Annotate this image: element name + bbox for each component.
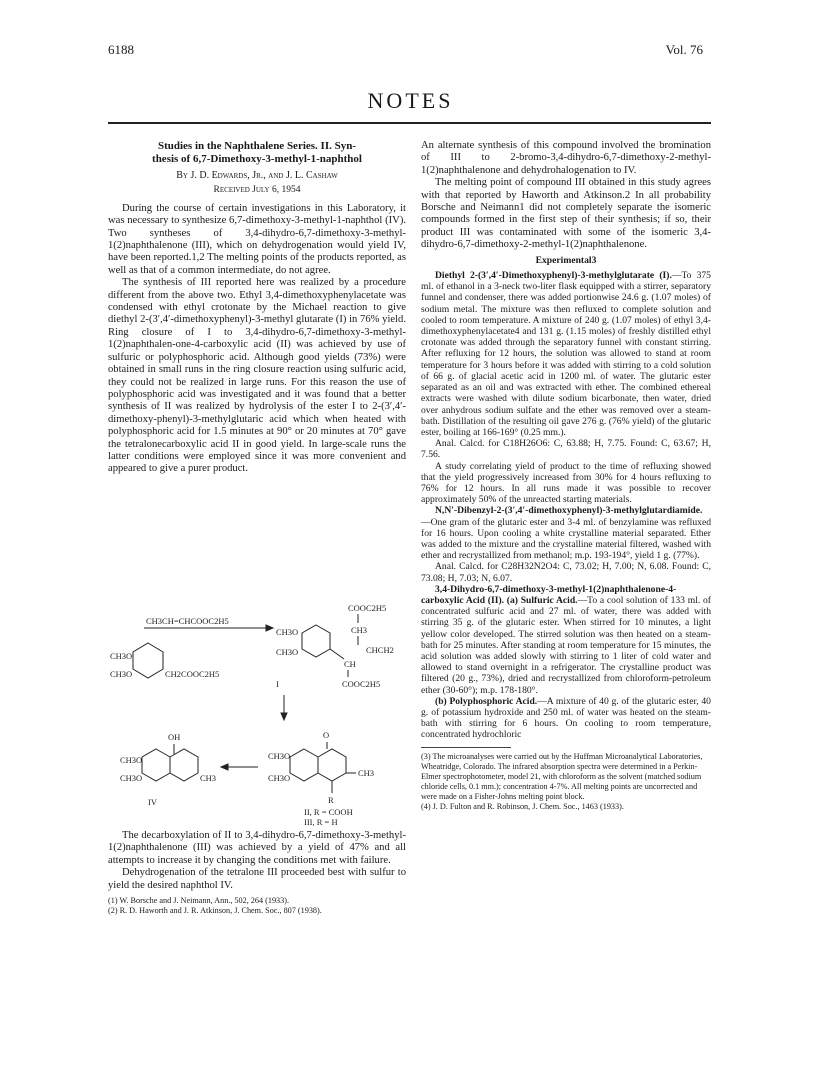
i-label: I	[276, 679, 279, 689]
i-ome2: CH3O	[276, 647, 299, 657]
exp-paragraph: Anal. Calcd. for C18H26O6: C, 63.88; H, 7.75. Found: C, 63.67; H, 7.56.	[421, 438, 711, 461]
iv-ome2: CH3O	[120, 773, 143, 783]
t-ring-b	[318, 749, 346, 781]
exp-paragraph: N,N′-Dibenzyl-2-(3′,4′-dimethoxyphenyl)-3-methylglutardiamide.—One gram of the glutaric ester and 3-4 ml. of benzylamine was refluxed for 16 hours. Upon cooling a white crystalline material separated. Ether was added to the mixture and the crystalline material filtered, washed with ether and recrystallized from methanol; m.p. 193-194°, yield 1 g. (77%).	[421, 505, 711, 562]
footnote-rule	[421, 747, 511, 748]
footnotes-left	[108, 896, 406, 916]
iv-ch3: CH3	[200, 773, 217, 783]
i-ch3: CH3	[351, 625, 368, 635]
t-ring-a	[290, 749, 318, 781]
page-number: 6188	[108, 42, 134, 57]
exp-paragraph: 3,4-Dihydro-6,7-dimethoxy-3-methyl-1(2)naphthalenone-4-carboxylic Acid (II). (a) Sulfuric Acid.—To a cool solution of 133 ml. of concentrated sulfuric acid and 27 ml. of water, there was added with stirring 35 g. of the glutaric ester. When stirred for 10 minutes, a light yellow color developed. The stirred solution was then heated on a steam-bath for 25 minutes. After standing at room temperature for 15 minutes, the acid solution was added slowly with stirring to 1 liter of cold water and allowed to stand overnight in a refrigerator. The crystalline product was filtered (20 g., 73%), dried and recrystallized from chloroform-petroleum ether (30-60°); m.p. 178-180°.	[421, 583, 711, 696]
sm-ome1: CH3O	[110, 651, 133, 661]
i-top: COOC2H5	[348, 603, 387, 613]
reagent-label: CH3CH=CHCOOC2H5	[146, 616, 229, 626]
iv-label: IV	[148, 797, 157, 807]
experimental-heading: Experimental3	[535, 254, 597, 266]
exp-paragraph: Anal. Calcd. for C28H32N2O4: C, 73.02; H, 7.00; N, 6.08. Found: C, 73.08; H, 7.03; N, 6.07.	[421, 561, 711, 584]
header-rule	[108, 122, 711, 124]
i-cooet: COOC2H5	[342, 679, 381, 689]
exp-paragraph: (b) Polyphosphoric Acid.—A mixture of 40 g. of the glutaric ester, 40 g. of potassium hydroxide and 250 ml. of water was heated on the steam-bath with stirring for 6 hours. On cooling to room temperature, concentrated hydrochloric	[421, 695, 711, 741]
t-label2: III, R = H	[304, 817, 338, 827]
t-o: O	[323, 730, 330, 740]
i-ring	[302, 625, 330, 657]
iv-oh: OH	[168, 732, 181, 742]
paragraph: The decarboxylation of II to 3,4-dihydro-6,7-dimethoxy-3-methyl-1(2)naphthalenone (III) was achieved by a yield of 47% and all attempts to increase it by changing the conditions met with failure.	[108, 830, 406, 866]
section-heading: NOTES	[367, 88, 454, 113]
i-ome1: CH3O	[276, 627, 299, 637]
footnote: (2) R. D. Haworth and J. R. Atkinson, J. Chem. Soc., 807 (1938).	[108, 906, 322, 916]
left-column	[108, 140, 406, 476]
t-label1: II, R = COOH	[304, 807, 353, 817]
right-column	[421, 140, 711, 812]
byline: By J. D. Edwards, Jr., and J. L. Cashaw	[176, 170, 338, 181]
article-title: Studies in the Naphthalene Series. II. Syn- thesis of 6,7-Dimethoxy-3-methyl-1-naphthol	[152, 140, 362, 165]
left-column-bottom	[108, 830, 406, 916]
reaction-scheme	[108, 597, 406, 827]
volume-label: Vol. 76	[665, 42, 703, 57]
iv-ring-a	[142, 749, 170, 781]
exp-paragraph: Diethyl 2-(3′,4′-Dimethoxyphenyl)-3-methylglutarate (I).—To 375 ml. of ethanol in a 3-neck two-liter flask equipped with a stirrer, separatory funnel and condenser, there was added portionwise 24.6 g. (1.07 moles) of sodium metal. The mixture was then refluxed to complete solution and cooled to room temperature. A mixture of 240 g. (1.07 moles) of ethyl 3,4-dimethoxyphenylacetate4 and 131 g. (1.15 moles) of freshly distilled ethyl crotonate was added through the separatory funnel with constant stirring. After refluxing for 12 hours, the solution was allowed to stand at room temperature for 3 hours before it was added with stirring to a cold solution of 66 g. of glacial acetic acid in 1200 ml. of water. The glutaric ester separated as an oil and was extracted with ether. The combined ethereal extracts were washed with dilute sodium bicarbonate, then water, dried over anhydrous sodium sulfate and the ether was removed over a steam-bath. Distillation of the resulting oil gave 276 g. (76% yield) of the glutaric ester, boiling at 166-169° (0.25 mm.).	[421, 270, 711, 438]
paragraph: An alternate synthesis of this compound involved the bromination of III to 2-bromo-3,4-dihydro-6,7-dimethoxy-2-methyl-1(2)naphthalenone and dehydrohalogenation to IV.	[421, 140, 711, 176]
i-chch2: CHCH2	[366, 645, 394, 655]
paragraph: The melting point of compound III obtained in this study agrees with that reported by Haworth and Atkinson.2 In all probability Borsche and Neimann1 did not completely separate the isomeric compounds formed in the first step of their synthesis; if so, their product III was contaminated with some of the isomeric 3,4-dihydro-6,7-dimethoxy-2-methyl-1(2)naphthalenone.	[421, 177, 711, 251]
sm-ome2: CH3O	[110, 669, 133, 679]
t-ch3: CH3	[358, 768, 375, 778]
footnotes-right	[421, 752, 711, 812]
arrow-head	[266, 625, 273, 631]
sm-ring	[133, 643, 163, 678]
t-ome2: CH3O	[268, 773, 291, 783]
t-ome1: CH3O	[268, 751, 291, 761]
footnote: (1) W. Borsche and J. Neimann, Ann., 502, 264 (1933).	[108, 896, 290, 906]
sm-chain: CH2COOC2H5	[165, 669, 220, 679]
iv-ome1: CH3O	[120, 755, 143, 765]
exp-paragraph: A study correlating yield of product to the time of refluxing showed that the yield progressively increased from 30% for 4 hours refluxing to 76% for 12 hours. In all runs made it was possible to recover approximately 50% of the unreacted starting materials.	[421, 460, 711, 506]
received-date: Received July 6, 1954	[213, 185, 301, 196]
footnote: (3) The microanalyses were carried out by the Huffman Microanalytical Laboratories, Wheatridge, Colorado. The infrared absorption spectra were determined in a Perkin-Elmer spectrophotometer, model 21, with chloroform as the solvent (matched sodium chloride cells, 0.1 mm.); concentration 4-7%. All melting points are uncorrected and were made on a Fisher-Johns melting point block.	[421, 751, 703, 801]
t-r: R	[328, 795, 334, 805]
footnote: (4) J. D. Fulton and R. Robinson, J. Chem. Soc., 1463 (1933).	[421, 801, 624, 811]
paragraph: During the course of certain investigations in this Laboratory, it was necessary to synthesize 6,7-dimethoxy-3-methyl-1-naphthol (IV). Two syntheses of 3,4-dihydro-6,7-dimethoxy-3-methyl-1(2)naphthalenone (III), which on dehydrogenation would yield IV, have been reported.1,2 The melting points of the products reported, as well as that of a common intermediate, do not agree.	[108, 202, 406, 276]
paragraph: The synthesis of III reported here was realized by a procedure different from the above two. Ethyl 3,4-dimethoxyphenylacetate was condensed with ethyl crotonate by the Michael reaction to give diethyl 2-(3′,4′-dimethoxyphenyl)-3-methyl glutarate (I) in 76% yield. Ring closure of I to 3,4-dihydro-6,7-dimethoxy-3-methyl-1(2)naphthalen-one-4-carboxylic acid (II) was achieved by use of sulfuric or polyphosphoric acid. Although good yields (73%) were obtained in small runs in the ring closure reaction using sulfuric acid, they could not be realized in large runs. For this reason the use of polyphosphoric acid was investigated and it was found that a better synthesis of II was realized by hydrolysis of the ester I to 2-(3′,4′-dimethoxy-phenyl)-3-methylglutaric acid which when heated with polyphosphoric acid for 1.5 minutes at 90° or 20 minutes at 70° gave the tetralonecarboxylic acid II in good yield. In large-scale runs the latter conditions were employed since it was more convenient and appeared to give a purer product.	[108, 277, 406, 475]
i-ch: CH	[344, 659, 356, 669]
paragraph: Dehydrogenation of the tetralone III proceeded best with sulfur to yield the desired naphthol IV.	[108, 867, 406, 891]
